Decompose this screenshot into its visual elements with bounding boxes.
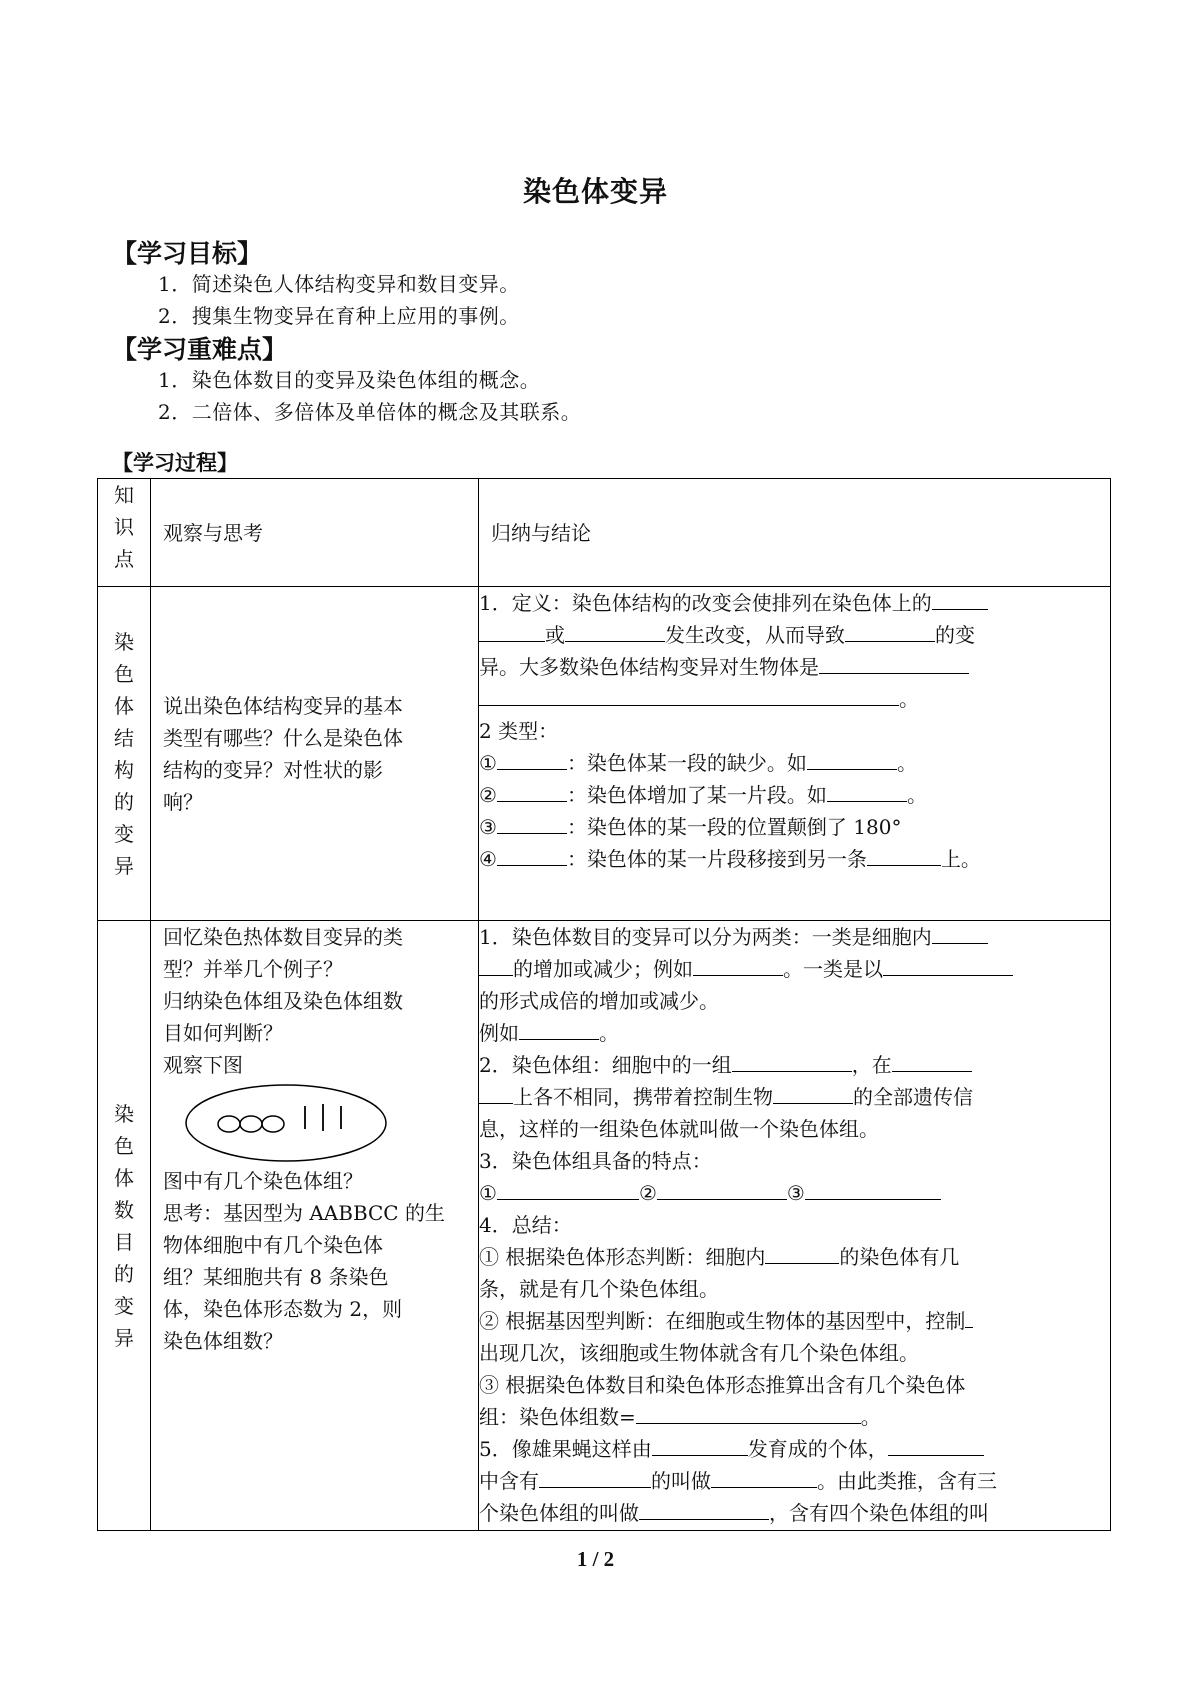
document-title: 染色体变异: [522, 175, 668, 208]
process-heading: 【学习过程】: [112, 451, 238, 475]
objective-item: 2．搜集生物变异在育种上应用的事例。: [158, 304, 520, 328]
learning-process-table: [97, 478, 1111, 1531]
keypoint-item: 1．染色体数目的变异及染色体组的概念。: [158, 368, 541, 392]
header-observe-think: 观察与思考: [151, 479, 479, 587]
structure-question: 说出染色体结构变异的基本 类型有哪些？什么是染色体 结构的变异？对性状的影 响？: [151, 587, 479, 921]
table-header-row: [98, 479, 1111, 587]
header-knowledge-point: 知 识 点: [98, 479, 151, 587]
number-conclusion: 1．染色体数目的变异可以分为两类：一类是细胞内 的增加或减少；例如 。一类是以 的形式成倍的增加或减少。 例如 。 2．染色体组：细胞中的一组 ，在 上各不相同，携带着控制生物 的全部遗传信 息，这样的一组染色体就叫做一个染色体组。 3．染色体组具备的特点： ① ② ③ 4．总结： ① 根据染色体形态判断：细胞内 的染色体有几 条，就是有几个染色体组。 ② 根据基因型判断：在细胞或生物体的基因型中，控制 出现几次，该细胞或生物体就含有几个染色体组。 ③ 根据染色体数目和染色体形态推算出含有几个染色体 组：染色体组数= 。 5．像雄果蝇这样由 发育成的个体， 中含有 的叫做 。由此类推，含有三 个染色体组的叫做 ，含有四个染色体组的叫: [479, 921, 1111, 1531]
number-question: 回忆染色热体数目变异的类 型？并举几个例子？ 归纳染色体组及染色体组数 目如何判断？ 观察下图 图中有几个染色体组？ 思考：基因型为 AABBCC 的生 物体细胞中有几个染色体 组？某细胞共有 8 条染色 体，染色体形态数为 2，则 染色体组数？: [151, 921, 479, 1531]
page-number: 1 / 2: [576, 1547, 615, 1571]
table-row-structure-variation: [98, 587, 1111, 921]
row-label-number: 染 色 体 数 目 的 变 异: [98, 921, 151, 1531]
objectives-heading: 【学习目标】: [112, 239, 263, 268]
table-row-number-variation: [98, 921, 1111, 1531]
objective-item: 1．简述染色人体结构变异和数目变异。: [158, 272, 520, 296]
keypoint-item: 2．二倍体、多倍体及单倍体的概念及其联系。: [158, 400, 582, 424]
header-conclusion: 归纳与结论: [479, 479, 1111, 587]
keypoints-heading: 【学习重难点】: [112, 335, 288, 364]
structure-conclusion: 1．定义：染色体结构的改变会使排列在染色体上的 或 发生改变，从而导致 的变 异。大多数染色体结构变异对生物体是 。 2 类型： ① ：染色体某一段的缺少。如 。 ② ：染色体增加了某一片段。如 。 ③ ：染色体的某一段的位置颠倒了 180° ④ ：染色体的某一片段移接到另一条 上。: [479, 587, 1111, 921]
row-label-structure: 染 色 体 结 构 的 变 异: [98, 587, 151, 921]
chromosome-cell-diagram: [163, 1081, 478, 1165]
